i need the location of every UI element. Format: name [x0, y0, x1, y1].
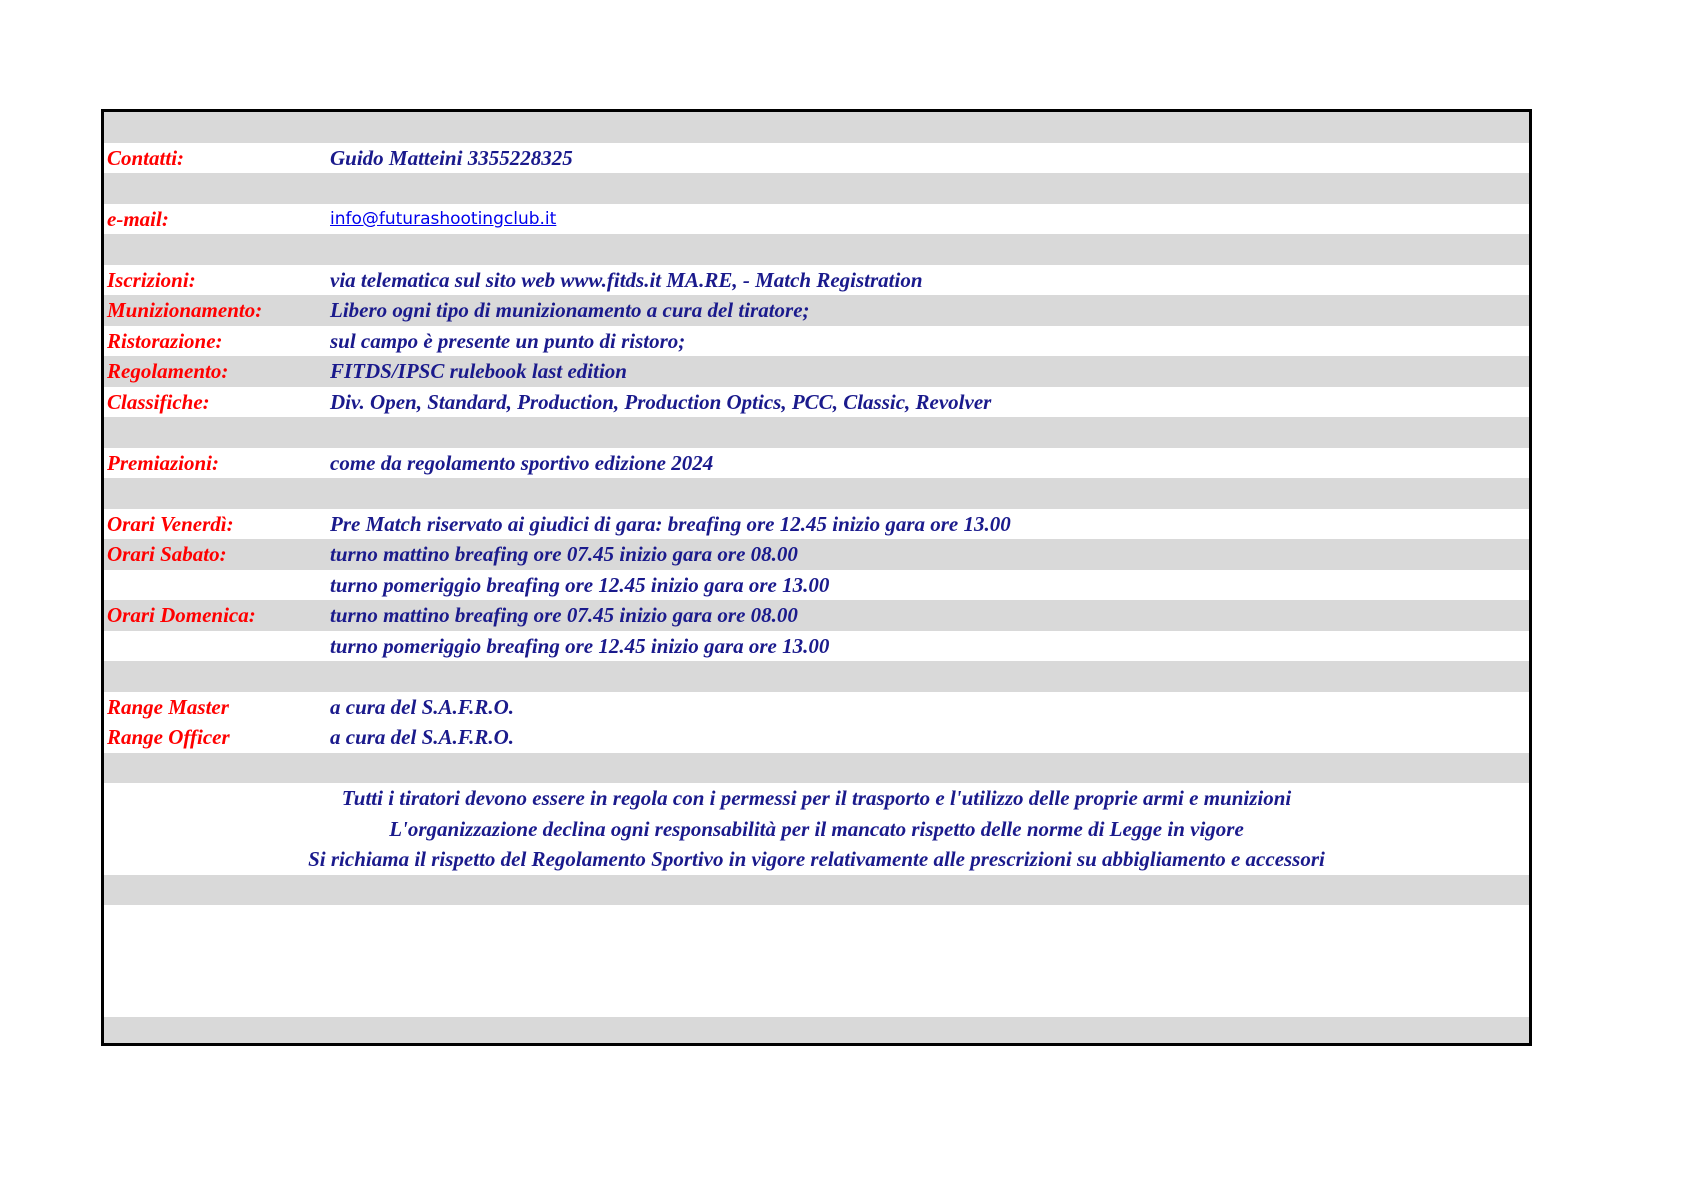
- spacer-row: [104, 478, 1529, 509]
- note-row: [104, 844, 1529, 875]
- spacer-row: [104, 1017, 1529, 1046]
- note-responsibility: L'organizzazione declina ogni responsabilità per il mancato rispetto delle norme di Legge in vigore: [389, 816, 1244, 841]
- classifiche-label: Classifiche:: [107, 389, 210, 414]
- regolamento-label: Regolamento:: [107, 359, 229, 383]
- range-officer-label: Range Officer: [107, 725, 230, 749]
- row-orari-domenica: [104, 600, 1529, 631]
- iscrizioni-label: Iscrizioni:: [107, 267, 196, 292]
- row-iscrizioni: [104, 265, 1529, 296]
- spacer-row: [104, 234, 1529, 265]
- row-orari-sabato: [104, 539, 1529, 570]
- note-row: [104, 814, 1529, 845]
- note-transport: Tutti i tiratori devono essere in regola con i permessi per il trasporto e l'utilizzo delle proprie armi e munizioni: [341, 786, 1292, 810]
- spacer-row: [104, 753, 1529, 784]
- spacer-row: [104, 112, 1529, 143]
- blank-area: [104, 905, 1529, 1017]
- munizionamento-label: Munizionamento:: [107, 298, 263, 322]
- orari-venerdi-label: Orari Venerdì:: [107, 511, 234, 536]
- iscrizioni-value: via telematica sul sito web www.fitds.it MA.RE, - Match Registration: [330, 267, 923, 292]
- orari-venerdi-value: Pre Match riservato ai giudici di gara: breafing ore 12.45 inizio gara ore 13.00: [330, 511, 1011, 536]
- note-row: [104, 783, 1529, 814]
- row-classifiche: [104, 387, 1529, 418]
- email-label: e-mail:: [107, 206, 169, 231]
- row-orari-domenica-2: [104, 631, 1529, 662]
- ristorazione-value: sul campo è presente un punto di ristoro;: [330, 328, 686, 353]
- range-master-value: a cura del S.A.F.R.O.: [330, 694, 514, 719]
- orari-sabato-label: Orari Sabato:: [107, 542, 227, 566]
- orari-domenica-value-2: turno pomeriggio breafing ore 12.45 inizio gara ore 13.00: [330, 633, 830, 658]
- row-munizionamento: [104, 295, 1529, 326]
- orari-sabato-value: turno mattino breafing ore 07.45 inizio gara ore 08.00: [330, 542, 798, 566]
- row-premiazioni: [104, 448, 1529, 479]
- range-officer-value: a cura del S.A.F.R.O.: [330, 725, 514, 749]
- email-link[interactable]: info@futurashootingclub.it: [330, 208, 557, 229]
- premiazioni-value: come da regolamento sportivo edizione 2024: [330, 450, 714, 475]
- contatti-label: Contatti:: [107, 145, 185, 170]
- row-regolamento: [104, 356, 1529, 387]
- spacer-row: [104, 417, 1529, 448]
- classifiche-value: Div. Open, Standard, Production, Production Optics, PCC, Classic, Revolver: [330, 389, 992, 414]
- munizionamento-value: Libero ogni tipo di munizionamento a cura del tiratore;: [330, 298, 810, 322]
- orari-sabato-value-2: turno pomeriggio breafing ore 12.45 inizio gara ore 13.00: [330, 572, 830, 597]
- ristorazione-label: Ristorazione:: [107, 328, 223, 353]
- premiazioni-label: Premiazioni:: [107, 450, 220, 475]
- row-range-master: [104, 692, 1529, 723]
- regolamento-value: FITDS/IPSC rulebook last edition: [330, 359, 627, 383]
- spacer-row: [104, 173, 1529, 204]
- orari-domenica-value: turno mattino breafing ore 07.45 inizio gara ore 08.00: [330, 603, 798, 627]
- range-master-label: Range Master: [107, 694, 229, 719]
- row-ristorazione: [104, 326, 1529, 357]
- row-contatti: [104, 143, 1529, 174]
- row-email: [104, 204, 1529, 235]
- orari-domenica-label: Orari Domenica:: [107, 603, 256, 627]
- row-orari-venerdi: [104, 509, 1529, 540]
- contatti-value: Guido Matteini 3355228325: [330, 145, 573, 170]
- info-sheet: [101, 109, 1532, 1046]
- row-range-officer: [104, 722, 1529, 753]
- spacer-row: [104, 875, 1529, 906]
- row-orari-sabato-2: [104, 570, 1529, 601]
- spacer-row: [104, 661, 1529, 692]
- note-regulation: Si richiama il rispetto del Regolamento Sportivo in vigore relativamente alle prescrizioni su abbigliamento e accessori: [308, 847, 1325, 871]
